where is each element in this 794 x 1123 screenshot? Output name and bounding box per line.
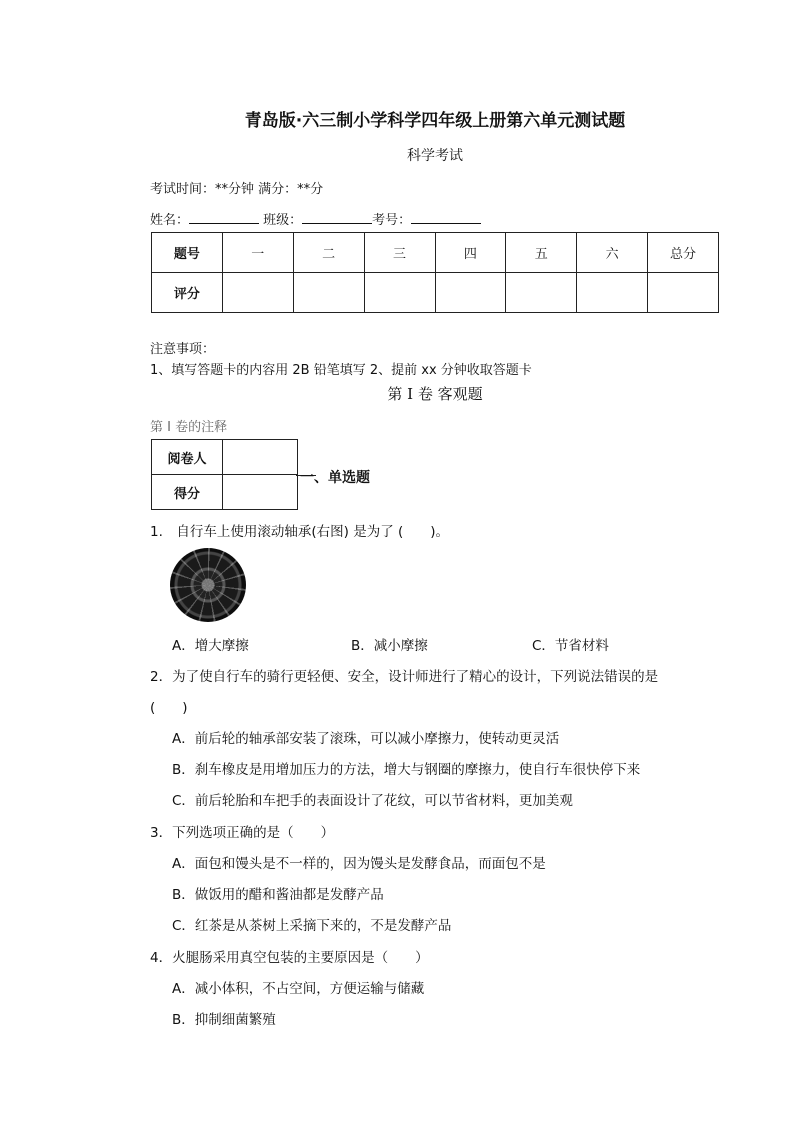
question-2-stem-cont: ( ) xyxy=(150,700,188,716)
question-4-option-a[interactable]: A．减小体积，不占空间，方便运输与储藏 xyxy=(172,981,425,997)
grader-table xyxy=(151,439,298,510)
exam-info: 考试时间：**分钟 满分：**分 xyxy=(150,182,324,197)
question-2-option-b[interactable]: B．刹车橡皮是用增加压力的方法，增大与钢圈的摩擦力，使自行车很快停下来 xyxy=(172,762,641,778)
question-2-option-a[interactable]: A．前后轮的轴承部安装了滚珠，可以减小摩擦力，使转动更灵活 xyxy=(172,731,560,747)
score-cell[interactable] xyxy=(222,273,293,313)
question-4-option-b[interactable]: B．抑制细菌繁殖 xyxy=(172,1012,276,1028)
score-header-cell: 总分 xyxy=(648,233,719,273)
score-table-header-row xyxy=(152,233,719,273)
score-table xyxy=(151,232,719,313)
grader-cell[interactable] xyxy=(223,440,298,475)
score-header-cell: 题号 xyxy=(152,233,223,273)
id-blank[interactable] xyxy=(411,211,481,224)
score-cell[interactable] xyxy=(577,273,648,313)
score-cell[interactable] xyxy=(648,273,719,313)
score-header-cell: 四 xyxy=(435,233,506,273)
question-2-stem: 2．为了使自行车的骑行更轻便、安全，设计师进行了精心的设计，下列说法错误的是 xyxy=(150,669,659,685)
score-table-score-row xyxy=(152,273,719,313)
name-label: 姓名： xyxy=(150,213,190,228)
part1-title: 第 I 卷 客观题 xyxy=(387,385,483,403)
score-cell[interactable] xyxy=(364,273,435,313)
question-1-option-b[interactable]: B．减小摩擦 xyxy=(351,638,428,654)
score-label: 得分 xyxy=(152,475,223,510)
part1-note: 第 I 卷的注释 xyxy=(150,420,228,435)
question-3-option-a[interactable]: A．面包和馒头是不一样的，因为馒头是发酵食品，而面包不是 xyxy=(172,856,546,872)
question-1-option-c[interactable]: C．节省材料 xyxy=(532,638,609,654)
exam-title: 青岛版·六三制小学科学四年级上册第六单元测试题 xyxy=(244,111,626,131)
student-info-line xyxy=(150,209,481,228)
notes-title: 注意事项： xyxy=(150,342,216,357)
name-blank[interactable] xyxy=(189,211,259,224)
grader-label: 阅卷人 xyxy=(152,440,223,475)
class-label: 班级： xyxy=(263,213,303,228)
grader-score-cell[interactable] xyxy=(223,475,298,510)
question-1-stem: 1. 自行车上使用滚动轴承(右图) 是为了 ( )。 xyxy=(150,524,450,540)
class-blank[interactable] xyxy=(302,211,372,224)
question-4-stem: 4．火腿肠采用真空包装的主要原因是（ ） xyxy=(150,950,429,966)
score-cell[interactable] xyxy=(506,273,577,313)
section-title: 一、单选题 xyxy=(300,470,370,486)
score-header-cell: 三 xyxy=(364,233,435,273)
score-header-cell: 二 xyxy=(293,233,364,273)
score-cell[interactable] xyxy=(293,273,364,313)
question-2-option-c[interactable]: C．前后轮胎和车把手的表面设计了花纹，可以节省材料，更加美观 xyxy=(172,793,573,809)
score-cell[interactable] xyxy=(435,273,506,313)
score-row-label: 评分 xyxy=(152,273,223,313)
id-label: 考号： xyxy=(372,213,412,228)
question-3-option-b[interactable]: B．做饭用的醋和酱油都是发酵产品 xyxy=(172,887,384,903)
exam-subtitle: 科学考试 xyxy=(407,148,463,164)
bearing-image xyxy=(170,548,246,622)
question-3-option-c[interactable]: C．红茶是从茶树上采摘下来的，不是发酵产品 xyxy=(172,918,452,934)
score-header-cell: 五 xyxy=(506,233,577,273)
score-header-cell: 六 xyxy=(577,233,648,273)
question-1-option-a[interactable]: A．增大摩擦 xyxy=(172,638,249,654)
score-header-cell: 一 xyxy=(222,233,293,273)
notes-line: 1、填写答题卡的内容用 2B 铅笔填写 2、提前 xx 分钟收取答题卡 xyxy=(150,363,532,378)
question-3-stem: 3．下列选项正确的是（ ） xyxy=(150,825,335,841)
